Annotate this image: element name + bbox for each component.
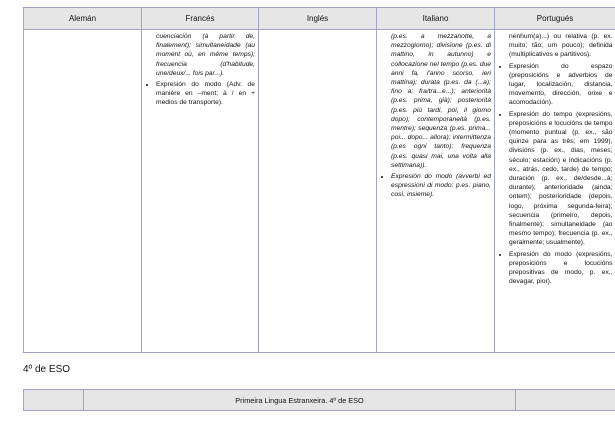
list-item: • Expresión do modo (Adv. de manière en –ment; à / en + medios de transporte).	[156, 80, 255, 108]
curriculum-table	[23, 7, 615, 353]
header-aleman: Alemán	[24, 8, 142, 30]
list-item: nenhum(a)...) ou relativa (p. ex. muito; tão; um pouco); definida (multiplicativos e partitivos).	[509, 33, 613, 59]
header-portugues: Portugués	[495, 8, 615, 30]
sub-header-right	[516, 390, 615, 411]
cell-frances	[142, 30, 259, 353]
header-ingles: Inglés	[259, 8, 377, 30]
sub-header-title: Primeira Lingua Estranxeira. 4º de ESO	[84, 390, 516, 411]
list-item: • Expresión do espazo (preposicións e adverbios de lugar, localización, distancia, movemento, dirección, orixe e acomodación).	[509, 62, 613, 108]
header-frances: Francés	[142, 8, 259, 30]
cell-italiano	[377, 30, 495, 353]
list-item: • Expresión do modo (avverbi ed espressioni di modo: p.es. piano, così, insieme).	[391, 172, 491, 200]
cell-ingles	[259, 30, 377, 353]
table-row	[24, 30, 615, 353]
section-title: 4º de ESO	[23, 364, 71, 375]
sub-table-header-row	[24, 390, 615, 411]
list-item: • Expresión do modo (expresións, preposicións e locucións prepositivas de modo, p. ex., devagar, pior).	[509, 250, 613, 287]
sub-header-left	[24, 390, 84, 411]
list-item: cuenciación (à partir de, finalement); simultaneidade (au moment où, en même temps); frecuencia (d'habitude, une/deux/... fois par...).	[156, 33, 255, 77]
header-italiano: Italiano	[377, 8, 495, 30]
cell-portugues	[495, 30, 615, 353]
cell-aleman	[24, 30, 142, 353]
list-item: (p.es. a mezzanotte, a mezzogiorno); divisione (p.es. di mattino, in autunno) e collocazione nel tempo (p.es. due anni fa, l'anno scorso, ieri mattina); durata (p.es. da (...a); fino a; fra/tra...e...); anteriorità (p.es. prima, già); posteriorità (p.es. più tardi, poi, il giorno dopo); contemporaneità (p.es. mentre); sequenza (p.es. prima... poi... dopo... allora); intermittenza (p.es ogni tanto); frequenza (p.es. quasi mai, una volta alla settimana)).	[391, 33, 491, 169]
sub-table	[23, 389, 615, 411]
list-item: • Expresión do tempo (expresións, preposicións e locucións de tempo (momento puntual (p. ex., são quinze para as três; em 1999), divisións (p. ex., dias, meses; século; estación) e indicacións (p. ex., atrás, cedo, tarde) de tempo; duración (p. ex., de/desde...à; durante); anterioridade (ainda; ontem); posterioridade (depois, logo, próxima segunda-feira); secuencia (primeiro, depois, finalmente); simultaneidade (ao mesmo tempo); frecuencia (p. ex., geralmente; usualmente).	[509, 110, 613, 248]
table-header-row	[24, 8, 615, 30]
